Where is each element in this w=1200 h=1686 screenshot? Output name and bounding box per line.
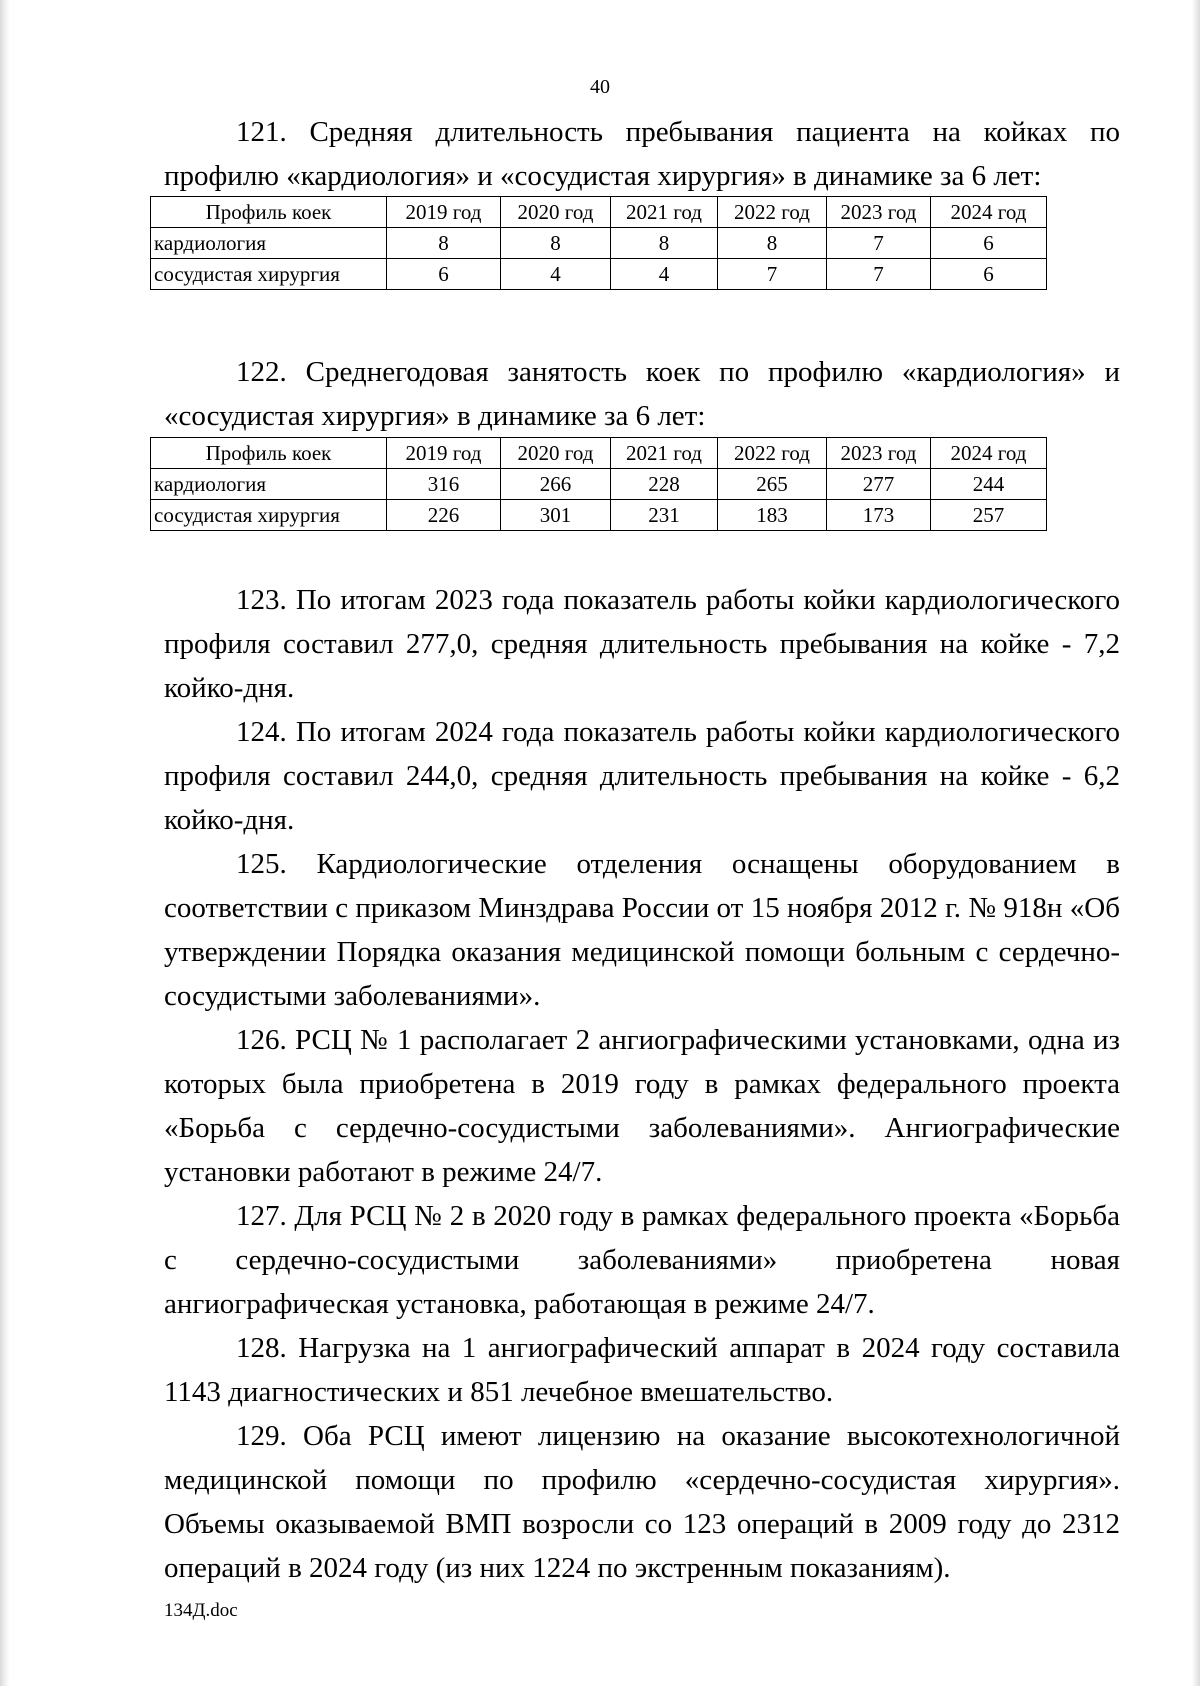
table-header-cell: 2022 год: [718, 438, 827, 469]
table-cell: 231: [611, 500, 718, 531]
scan-edge-left: [0, 0, 10, 1686]
paragraph-126: 126. РСЦ № 1 располагает 2 ангиографическими установками, одна из которых была приобретена в 2019 году в рамках федерального проекта «Борьба с сердечно-сосудистыми заболеваниями». Ангиографические установки работают в режиме 24/7.: [164, 1024, 1120, 1188]
table-cell: 8: [611, 228, 718, 259]
table-header-cell: 2019 год: [387, 197, 501, 228]
table-cell: 7: [718, 259, 827, 290]
table-header-cell: 2023 год: [827, 438, 931, 469]
paragraph-129: 129. Оба РСЦ имеют лицензию на оказание высокотехнологичной медицинской помощи по профилю «сердечно-сосудистая хирургия». Объемы оказываемой ВМП возросли со 123 операций в 2009 году до 2312 операций в 2024 году (из них 1224 по экстренным показаниям).: [164, 1420, 1120, 1584]
table-row-label: сосудистая хирургия: [151, 259, 387, 290]
table-cell: 8: [387, 228, 501, 259]
table-row-label: сосудистая хирургия: [151, 500, 387, 531]
table-row-label: кардиология: [151, 469, 387, 500]
body-paragraphs: [164, 578, 1120, 1590]
table-header-row: [151, 438, 1047, 469]
table-cell: 257: [931, 500, 1047, 531]
table-row: [151, 469, 1047, 500]
table-cell: 6: [931, 259, 1047, 290]
table-cell: 266: [501, 469, 611, 500]
footer-filename: 134Д.doc: [164, 1600, 238, 1621]
paragraph-123: 123. По итогам 2023 года показатель работы койки кардиологического профиля составил 277,0, средняя длительность пребывания на койке - 7,2 койко-дня.: [164, 584, 1120, 704]
paragraph-121: [164, 110, 1120, 198]
table-cell: 226: [387, 500, 501, 531]
table-cell: 8: [718, 228, 827, 259]
paragraph-122-text: 122. Среднегодовая занятость коек по профилю «кардиология» и «сосудистая хирургия» в динамике за 6 лет:: [164, 356, 1120, 432]
table-cell: 7: [827, 259, 931, 290]
paragraph-122: [164, 350, 1120, 438]
paragraph-128: 128. Нагрузка на 1 ангиографический аппарат в 2024 году составила 1143 диагностических и 851 лечебное вмешательство.: [164, 1332, 1120, 1408]
table-cell: 316: [387, 469, 501, 500]
table-row: [151, 228, 1047, 259]
table-header-cell: 2021 год: [611, 438, 718, 469]
table-cell: 228: [611, 469, 718, 500]
table-row: [151, 259, 1047, 290]
table-cell: 265: [718, 469, 827, 500]
table-header-row: [151, 197, 1047, 228]
table-cell: 7: [827, 228, 931, 259]
table-cell: 4: [501, 259, 611, 290]
table-cell: 301: [501, 500, 611, 531]
paragraph-127: 127. Для РСЦ № 2 в 2020 году в рамках федерального проекта «Борьба с сердечно-сосудистыми заболеваниями» приобретена новая ангиографическая установка, работающая в режиме 24/7.: [164, 1200, 1120, 1320]
table-bed-occupancy: [150, 437, 1047, 531]
table-header-cell: Профиль коек: [151, 438, 387, 469]
table-cell: 277: [827, 469, 931, 500]
table-cell: 8: [501, 228, 611, 259]
table-cell: 6: [931, 228, 1047, 259]
paragraph-121-text: 121. Средняя длительность пребывания пациента на койках по профилю «кардиология» и «сосудистая хирургия» в динамике за 6 лет:: [164, 116, 1120, 192]
table-cell: 4: [611, 259, 718, 290]
table-header-cell: 2022 год: [718, 197, 827, 228]
table-row: [151, 500, 1047, 531]
table-header-cell: 2021 год: [611, 197, 718, 228]
table-header-cell: 2024 год: [931, 438, 1047, 469]
table-header-cell: 2020 год: [501, 438, 611, 469]
table-header-cell: 2020 год: [501, 197, 611, 228]
table-header-cell: 2023 год: [827, 197, 931, 228]
paragraph-125: 125. Кардиологические отделения оснащены оборудованием в соответствии с приказом Минздрава России от 15 ноября 2012 г. № 918н «Об утверждении Порядка оказания медицинской помощи больным с сердечно-сосудистыми заболеваниями».: [164, 848, 1120, 1012]
table-cell: 183: [718, 500, 827, 531]
table-cell: 244: [931, 469, 1047, 500]
table-header-cell: 2019 год: [387, 438, 501, 469]
table-row-label: кардиология: [151, 228, 387, 259]
table-header-cell: 2024 год: [931, 197, 1047, 228]
table-header-cell: Профиль коек: [151, 197, 387, 228]
page-number: 40: [590, 76, 610, 98]
paragraph-124: 124. По итогам 2024 года показатель работы койки кардиологического профиля составил 244,0, средняя длительность пребывания на койке - 6,2 койко-дня.: [164, 716, 1120, 836]
table-bed-stay-duration: [150, 196, 1047, 290]
table-cell: 173: [827, 500, 931, 531]
table-cell: 6: [387, 259, 501, 290]
scan-edge-right: [1192, 0, 1200, 1686]
